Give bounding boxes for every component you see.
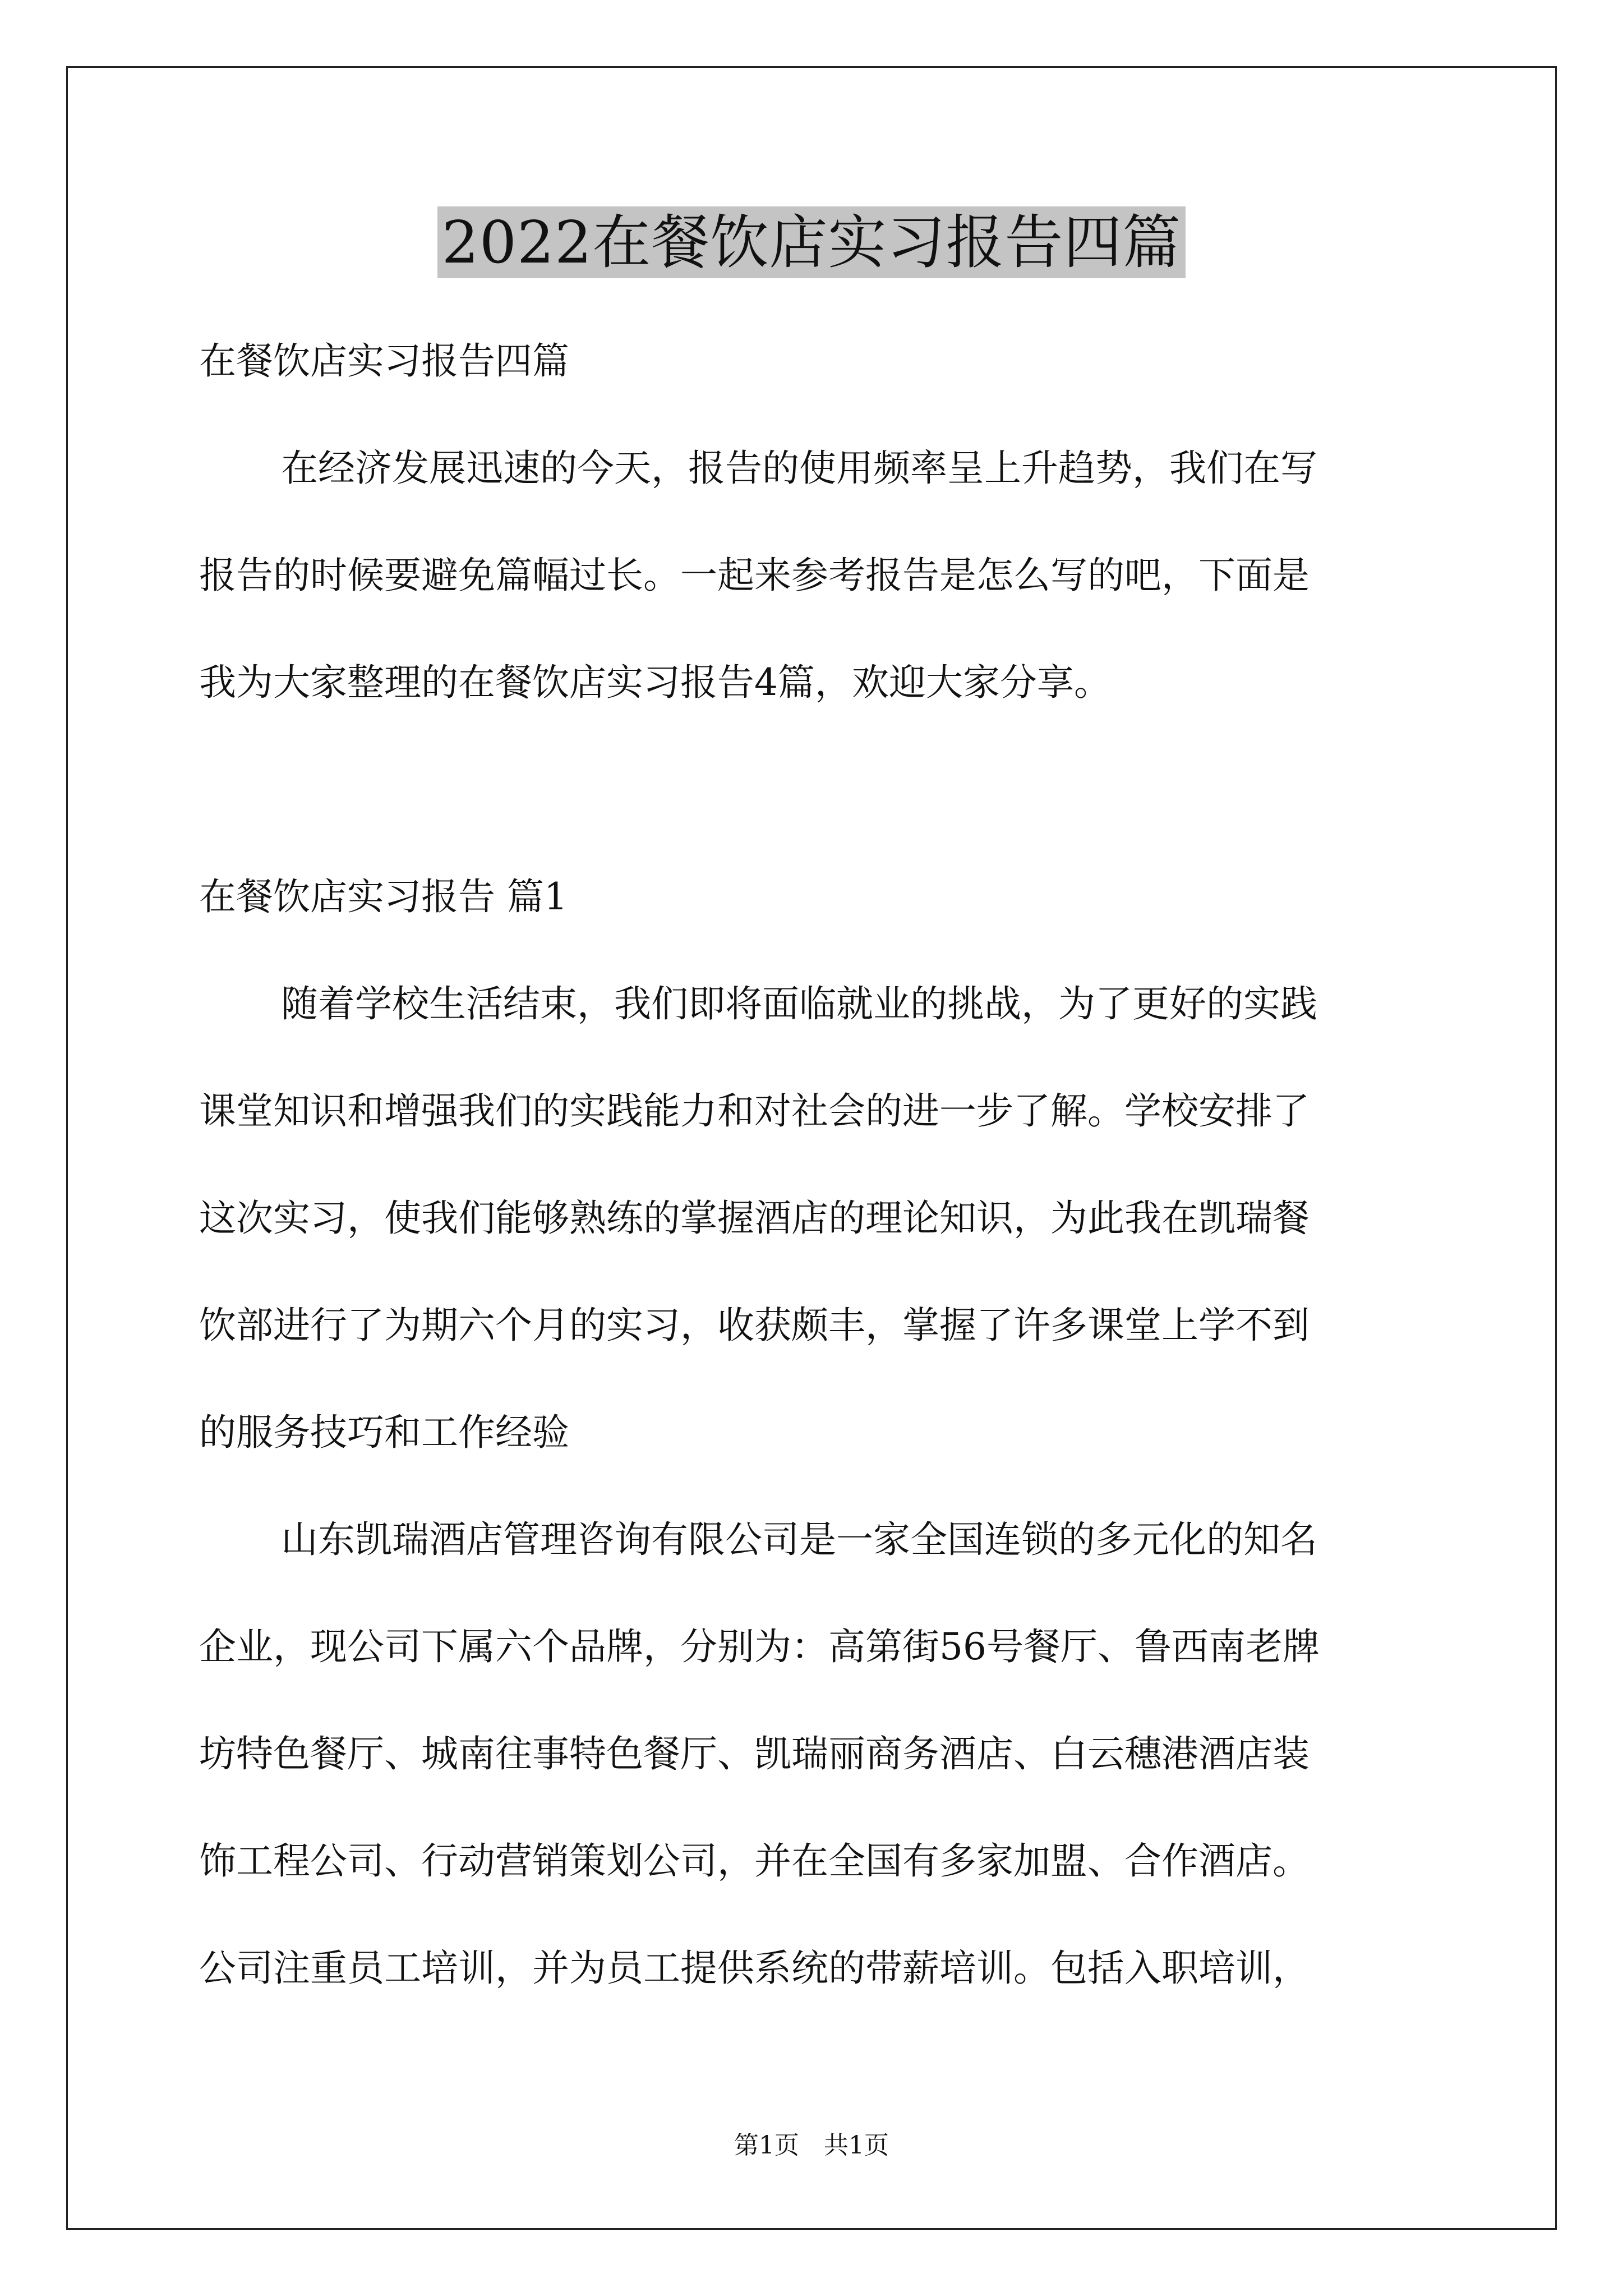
paragraph-line: 随着学校生活结束，我们即将面临就业的挑战，为了更好的实践 bbox=[281, 982, 1317, 1025]
paragraph-line: 我为大家整理的在餐饮店实习报告4篇，欢迎大家分享。 bbox=[199, 661, 1111, 704]
paragraph-line: 在经济发展迅速的今天，报告的使用频率呈上升趋势，我们在写 bbox=[281, 447, 1317, 490]
paragraph-line: 饰工程公司、行动营销策划公司，并在全国有多家加盟、合作酒店。 bbox=[199, 1839, 1310, 1883]
paragraph-line: 饮部进行了为期六个月的实习，收获颇丰，掌握了许多课堂上学不到 bbox=[199, 1304, 1310, 1347]
paragraph-line: 的服务技巧和工作经验 bbox=[199, 1411, 569, 1454]
paragraph-line: 坊特色餐厅、城南往事特色餐厅、凯瑞丽商务酒店、白云穗港酒店装 bbox=[199, 1732, 1310, 1775]
document-body bbox=[199, 307, 1427, 2022]
blank-line bbox=[199, 736, 1427, 843]
paragraph-line: 企业，现公司下属六个品牌，分别为：高第街56号餐厅、鲁西南老牌 bbox=[199, 1625, 1320, 1668]
paragraph-line: 这次实习，使我们能够熟练的掌握酒店的理论知识，为此我在凯瑞餐 bbox=[199, 1197, 1310, 1240]
section-heading: 在餐饮店实习报告 篇1 bbox=[199, 875, 568, 918]
subtitle-line: 在餐饮店实习报告四篇 bbox=[199, 339, 569, 383]
document-title: 2022在餐饮店实习报告四篇 bbox=[437, 206, 1186, 278]
paragraph-line: 课堂知识和增强我们的实践能力和对社会的进一步了解。学校安排了 bbox=[199, 1089, 1310, 1133]
page-footer: 第1页 共1页 bbox=[734, 2131, 889, 2160]
paragraph-line: 报告的时候要避免篇幅过长。一起来参考报告是怎么写的吧，下面是 bbox=[199, 554, 1310, 597]
title-container bbox=[0, 206, 1623, 278]
paragraph-line: 公司注重员工培训，并为员工提供系统的带薪培训。包括入职培训， bbox=[199, 1947, 1310, 1990]
paragraph-line: 山东凯瑞酒店管理咨询有限公司是一家全国连锁的多元化的知名 bbox=[281, 1518, 1317, 1561]
